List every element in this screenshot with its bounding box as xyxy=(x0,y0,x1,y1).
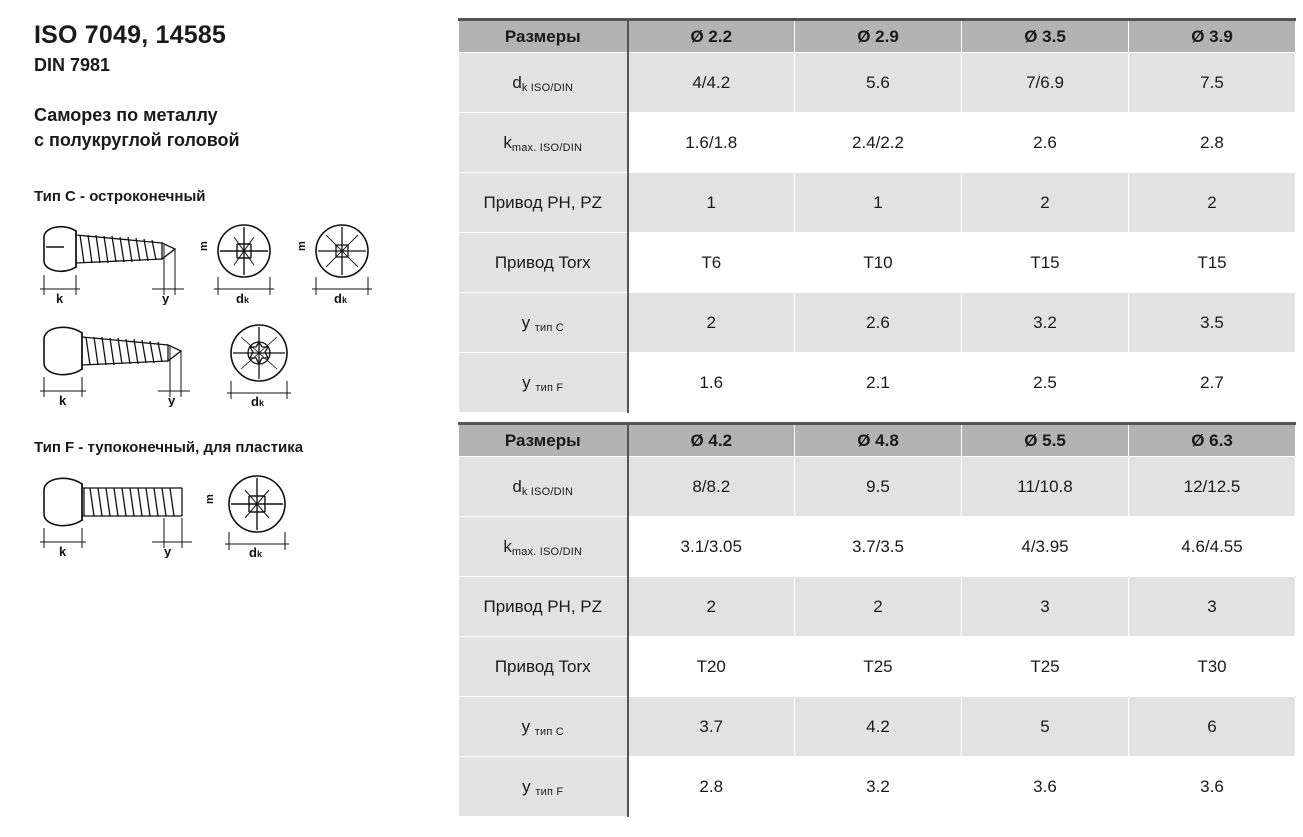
table1-row4-label-text: y xyxy=(521,312,531,332)
table-row xyxy=(459,53,1296,113)
table2-row3-cell1: T20 xyxy=(628,637,795,697)
table1-header-cell-1: Ø 2.2 xyxy=(628,20,795,53)
svg-text:m: m xyxy=(204,494,216,504)
table2-row5-label-sub: тип F xyxy=(535,785,564,798)
table-row xyxy=(459,757,1296,817)
table1-row0-cell2: 5.6 xyxy=(795,53,962,113)
table2-row1-label-sub: max. ISO/DIN xyxy=(511,545,583,558)
table2-row3-cell2: T25 xyxy=(795,637,962,697)
table2-row5-cell4: 3.6 xyxy=(1129,757,1296,817)
type-c-label: Тип C - остроконечный xyxy=(34,187,206,205)
table1-row2-label xyxy=(459,173,628,233)
table2-header-cell-0: Размеры xyxy=(459,424,628,457)
table1-row0-cell3: 7/6.9 xyxy=(962,53,1129,113)
table2-row1-label-text: k xyxy=(503,536,512,556)
table1-row4-cell1: 2 xyxy=(628,293,795,353)
table1-row1-cell2: 2.4/2.2 xyxy=(795,113,962,173)
page-title: ISO 7049, 14585 xyxy=(34,21,227,49)
table1-row0-label xyxy=(459,53,628,113)
table2-row5-cell2: 3.2 xyxy=(795,757,962,817)
table1-row1-label-text: k xyxy=(503,132,512,152)
dimension-m-label-1-icon xyxy=(198,219,210,279)
table2-row4-cell1: 3.7 xyxy=(628,697,795,757)
table2-row1-cell2: 3.7/3.5 xyxy=(795,517,962,577)
screw-head-torx-view-icon xyxy=(216,319,302,407)
table-row xyxy=(459,697,1296,757)
screw-head-pz-view-icon xyxy=(302,219,382,305)
table2-header-cell-2: Ø 4.8 xyxy=(795,424,962,457)
screw-side-view-type-f-icon xyxy=(34,470,209,558)
table2-row1-cell3: 4/3.95 xyxy=(962,517,1129,577)
dimension-tables xyxy=(458,18,1296,817)
table1-row3-cell3: T15 xyxy=(962,233,1129,293)
table-row xyxy=(459,637,1296,697)
table-row xyxy=(459,173,1296,233)
left-info-panel xyxy=(0,0,455,837)
table2-row2-cell2: 2 xyxy=(795,577,962,637)
table2-header-cell-4: Ø 6.3 xyxy=(1129,424,1296,457)
table2-row4-cell3: 5 xyxy=(962,697,1129,757)
figure-row-type-c-2 xyxy=(34,319,455,407)
table1-row2-cell2: 1 xyxy=(795,173,962,233)
table2-row0-cell3: 11/10.8 xyxy=(962,457,1129,517)
table-row xyxy=(459,517,1296,577)
table2-header-cell-3: Ø 5.5 xyxy=(962,424,1129,457)
table2-row3-cell4: T30 xyxy=(1129,637,1296,697)
table1-header-cell-3: Ø 3.5 xyxy=(962,20,1129,53)
table1-row1-label xyxy=(459,113,628,173)
table1-row3-cell4: T15 xyxy=(1129,233,1296,293)
product-description xyxy=(34,103,455,152)
table1-row0-label-text: d xyxy=(512,72,522,92)
svg-text:dk: dk xyxy=(249,544,262,558)
table2-row0-label-text: d xyxy=(512,476,522,496)
svg-text:dk: dk xyxy=(236,290,249,305)
table1-row0-cell1: 4/4.2 xyxy=(628,53,795,113)
table1-row1-cell1: 1.6/1.8 xyxy=(628,113,795,173)
table1-header-cell-2: Ø 2.9 xyxy=(795,20,962,53)
dimension-table-1 xyxy=(458,18,1296,413)
table2-header-cell-1: Ø 4.2 xyxy=(628,424,795,457)
table-row xyxy=(459,293,1296,353)
table2-row4-label xyxy=(459,697,628,757)
table1-row5-label-sub: тип F xyxy=(535,381,564,394)
table1-row5-label xyxy=(459,353,628,413)
table-header-row xyxy=(459,20,1296,53)
table-row xyxy=(459,353,1296,413)
dimension-table-2 xyxy=(458,422,1296,817)
table2-row2-cell4: 3 xyxy=(1129,577,1296,637)
table1-row5-cell2: 2.1 xyxy=(795,353,962,413)
table1-row2-cell1: 1 xyxy=(628,173,795,233)
table2-row0-label-sub: k ISO/DIN xyxy=(521,485,574,498)
dimension-m-label-2-icon xyxy=(296,219,308,279)
table2-row3-label xyxy=(459,637,628,697)
table1-row3-cell2: T10 xyxy=(795,233,962,293)
table2-row5-cell1: 2.8 xyxy=(628,757,795,817)
table1-row0-label-sub: k ISO/DIN xyxy=(521,81,574,94)
table-row xyxy=(459,457,1296,517)
table1-header-cell-4: Ø 3.9 xyxy=(1129,20,1296,53)
svg-text:y: y xyxy=(168,392,176,407)
product-description-line2: с полукруглой головой xyxy=(34,129,240,150)
svg-text:k: k xyxy=(56,290,64,305)
table2-row4-cell2: 4.2 xyxy=(795,697,962,757)
figure-row-type-c-1 xyxy=(34,219,455,305)
type-f-label: Тип F - тупоконечный, для пластика xyxy=(34,438,304,456)
figure-spacer xyxy=(34,413,455,439)
table-row xyxy=(459,577,1296,637)
table2-row4-label-text: y xyxy=(521,716,531,736)
svg-text:m: m xyxy=(296,241,308,251)
table1-row2-cell3: 2 xyxy=(962,173,1129,233)
svg-text:y: y xyxy=(164,543,172,558)
screw-head-ph-view-type-f-icon xyxy=(214,470,300,558)
table2-row0-cell2: 9.5 xyxy=(795,457,962,517)
table1-row3-label xyxy=(459,233,628,293)
table2-row4-cell4: 6 xyxy=(1129,697,1296,757)
table1-row4-label-sub: тип C xyxy=(534,321,564,334)
svg-text:y: y xyxy=(162,290,170,305)
table1-row3-cell1: T6 xyxy=(628,233,795,293)
table2-row1-cell1: 3.1/3.05 xyxy=(628,517,795,577)
table-row xyxy=(459,233,1296,293)
screw-side-view-type-c-icon xyxy=(34,219,199,305)
table2-row3-label-text: Привод Torx xyxy=(494,656,591,676)
table2-row0-label xyxy=(459,457,628,517)
table1-row3-label-text: Привод Torx xyxy=(494,252,591,272)
table2-row0-cell4: 12/12.5 xyxy=(1129,457,1296,517)
figure-row-type-f xyxy=(34,470,455,558)
table2-row2-cell1: 2 xyxy=(628,577,795,637)
svg-text:m: m xyxy=(198,241,210,251)
table2-row5-label-text: y xyxy=(522,776,531,796)
table1-row2-label-text: Привод PH, PZ xyxy=(483,192,603,212)
table1-row1-label-sub: max. ISO/DIN xyxy=(511,141,583,154)
table2-row0-cell1: 8/8.2 xyxy=(628,457,795,517)
product-description-line1: Саморез по металлу xyxy=(34,105,218,126)
table1-row4-cell4: 3.5 xyxy=(1129,293,1296,353)
table1-row4-cell2: 2.6 xyxy=(795,293,962,353)
table1-row1-cell4: 2.8 xyxy=(1129,113,1296,173)
table1-row5-cell3: 2.5 xyxy=(962,353,1129,413)
svg-text:k: k xyxy=(59,392,67,407)
table1-row2-cell4: 2 xyxy=(1129,173,1296,233)
table1-row0-cell4: 7.5 xyxy=(1129,53,1296,113)
table-header-row xyxy=(459,424,1296,457)
table2-row5-cell3: 3.6 xyxy=(962,757,1129,817)
table2-row1-label xyxy=(459,517,628,577)
table1-header-cell-0: Размеры xyxy=(459,20,628,53)
table2-row5-label xyxy=(459,757,628,817)
table1-row4-label xyxy=(459,293,628,353)
standard-subtitle: DIN 7981 xyxy=(34,54,111,75)
table1-row1-cell3: 2.6 xyxy=(962,113,1129,173)
table2-row1-cell4: 4.6/4.55 xyxy=(1129,517,1296,577)
table1-row5-cell1: 1.6 xyxy=(628,353,795,413)
screw-head-ph-view-icon xyxy=(204,219,284,305)
table2-row2-label xyxy=(459,577,628,637)
table2-row4-label-sub: тип C xyxy=(534,725,564,738)
table2-row2-cell3: 3 xyxy=(962,577,1129,637)
svg-text:k: k xyxy=(59,543,67,558)
table1-row4-cell3: 3.2 xyxy=(962,293,1129,353)
screw-side-view-type-c-torx-icon xyxy=(34,319,209,407)
table2-row3-cell3: T25 xyxy=(962,637,1129,697)
table-row xyxy=(459,113,1296,173)
table2-row2-label-text: Привод PH, PZ xyxy=(483,596,603,616)
table1-row5-cell4: 2.7 xyxy=(1129,353,1296,413)
svg-text:dk: dk xyxy=(334,290,347,305)
table1-row5-label-text: y xyxy=(522,372,531,392)
svg-text:dk: dk xyxy=(251,393,264,407)
